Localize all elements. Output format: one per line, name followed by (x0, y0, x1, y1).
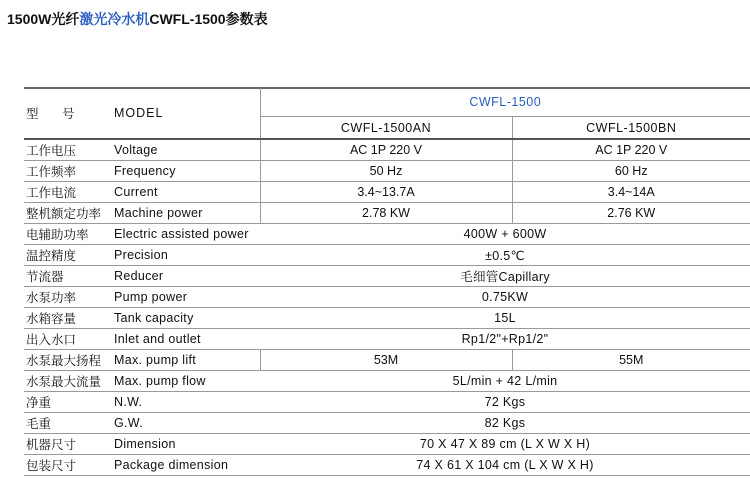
row-label-cn: 水泵功率 (24, 287, 114, 308)
row-label-en: Electric assisted power (114, 224, 260, 245)
page-title (7, 9, 268, 29)
row-label-en: Max. pump lift (114, 350, 260, 371)
row-value-shared: 74 X 61 X 104 cm (L X W X H) (260, 455, 750, 476)
row-value-shared: 70 X 47 X 89 cm (L X W X H) (260, 434, 750, 455)
table-row (24, 371, 750, 392)
row-label-cn: 包装尺寸 (24, 455, 114, 476)
row-value-b: 55M (512, 350, 750, 371)
table-row (24, 434, 750, 455)
row-label-en: Precision (114, 245, 260, 266)
row-label-cn: 机器尺寸 (24, 434, 114, 455)
row-label-cn: 工作电压 (24, 139, 114, 161)
row-value-a: 2.78 KW (260, 203, 512, 224)
table-row (24, 308, 750, 329)
row-label-cn: 工作频率 (24, 161, 114, 182)
row-value-b: 60 Hz (512, 161, 750, 182)
row-value-a: 3.4~13.7A (260, 182, 512, 203)
row-value-b: 3.4~14A (512, 182, 750, 203)
row-value-a: 50 Hz (260, 161, 512, 182)
row-value-shared: 400W + 600W (260, 224, 750, 245)
row-label-cn: 工作电流 (24, 182, 114, 203)
row-value-shared: 5L/min + 42 L/min (260, 371, 750, 392)
row-label-cn: 水泵最大流量 (24, 371, 114, 392)
row-label-en: Voltage (114, 139, 260, 161)
row-label-en: Pump power (114, 287, 260, 308)
row-label-cn: 水泵最大扬程 (24, 350, 114, 371)
model-label-cn: 型 号 (24, 88, 114, 139)
row-label-en: Current (114, 182, 260, 203)
row-label-en: Dimension (114, 434, 260, 455)
row-label-cn: 节流器 (24, 266, 114, 287)
row-label-cn: 水箱容量 (24, 308, 114, 329)
row-value-a: 53M (260, 350, 512, 371)
table-row (24, 266, 750, 287)
row-value-shared: 毛细管Capillary (260, 266, 750, 287)
table-row (24, 161, 750, 182)
table-row (24, 350, 750, 371)
variant-b-name: CWFL-1500BN (512, 117, 750, 140)
row-label-en: Reducer (114, 266, 260, 287)
model-label-en: MODEL (114, 88, 260, 139)
spec-table-body (24, 88, 750, 476)
row-label-en: G.W. (114, 413, 260, 434)
row-label-en: Machine power (114, 203, 260, 224)
series-name: CWFL-1500 (260, 88, 750, 117)
table-row (24, 203, 750, 224)
row-label-cn: 毛重 (24, 413, 114, 434)
title-suffix: CWFL-1500参数表 (149, 11, 268, 27)
table-row (24, 329, 750, 350)
row-value-b: 2.76 KW (512, 203, 750, 224)
row-label-en: N.W. (114, 392, 260, 413)
table-row (24, 455, 750, 476)
table-row (24, 182, 750, 203)
row-value-shared: 15L (260, 308, 750, 329)
table-row (24, 413, 750, 434)
table-row (24, 139, 750, 161)
row-value-shared: Rp1/2"+Rp1/2" (260, 329, 750, 350)
variant-a-name: CWFL-1500AN (260, 117, 512, 140)
table-row (24, 287, 750, 308)
row-value-shared: ±0.5℃ (260, 245, 750, 266)
row-label-en: Max. pump flow (114, 371, 260, 392)
row-value-shared: 82 Kgs (260, 413, 750, 434)
row-value-shared: 72 Kgs (260, 392, 750, 413)
row-value-b: AC 1P 220 V (512, 139, 750, 161)
table-row (24, 392, 750, 413)
row-label-cn: 净重 (24, 392, 114, 413)
row-value-shared: 0.75KW (260, 287, 750, 308)
spec-table (24, 88, 750, 488)
row-label-cn: 出入水口 (24, 329, 114, 350)
row-label-en: Package dimension (114, 455, 260, 476)
title-highlight: 激光冷水机 (79, 11, 150, 27)
table-row (24, 224, 750, 245)
row-value-a: AC 1P 220 V (260, 139, 512, 161)
row-label-en: Tank capacity (114, 308, 260, 329)
title-prefix: 1500W光纤 (7, 11, 80, 27)
table-row (24, 245, 750, 266)
row-label-cn: 电辅助功率 (24, 224, 114, 245)
row-label-cn: 整机额定功率 (24, 203, 114, 224)
row-label-cn: 温控精度 (24, 245, 114, 266)
row-label-en: Inlet and outlet (114, 329, 260, 350)
row-label-en: Frequency (114, 161, 260, 182)
